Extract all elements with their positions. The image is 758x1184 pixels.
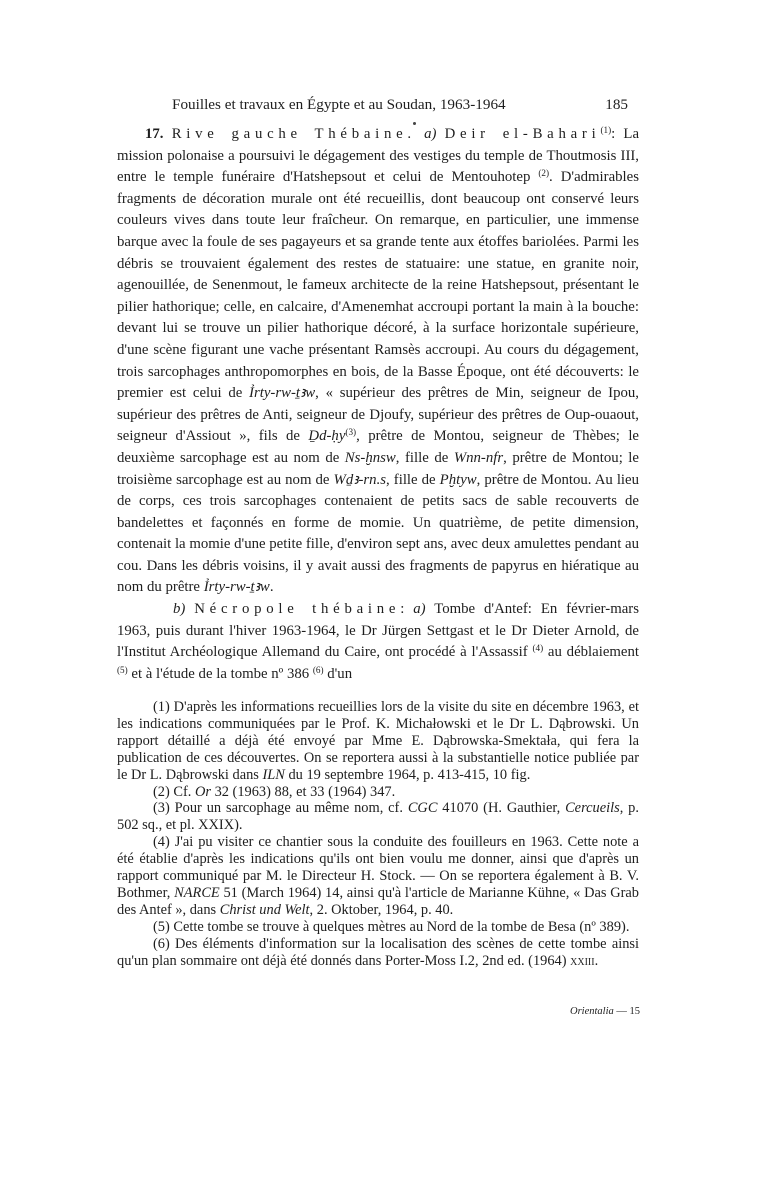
main-text — [117, 124, 639, 685]
footnote-text: , p. 502 sq., et pl. XXIX). — [117, 800, 639, 834]
subsection-heading-a: Deir el-Bahari — [444, 126, 601, 142]
body-text-run: . D'admirables fragments de décoration murale ont été recueillis, dont beaucoup ont conservé leurs couleurs vives dans toute leur fraîcheur. On remarque, en particulier, une immense barque avec la foule de ses pagayeurs et sa grande tente aux étoffes bariolées. Parmi les débris se trouvaient également des restes de statuaire: une statue, en granite noir, agenouillée, de Senenmout, le fameux architecte de la reine Hatshepsout, présentant le pilier hathorique; celle, en calcaire, d'Amenemhat accroupi portant la main à la bouche: devant lui se trouve un pilier hathorique décoré, à la surface horizontale supérieure, d'une scène figurant une vache présentant Ramsès accroupi. Au cours du dégagement, trois sarcophages anthropomorphes en bois, de la Basse Époque, ont été découverts: le premier est celui de — [117, 169, 639, 402]
footnote-mark: (5) — [153, 918, 170, 935]
footnote-ref-5: (5) — [117, 664, 128, 675]
footnote-text: du 19 septembre 1964, p. 413-415, 10 fig. — [284, 766, 531, 783]
journal-abbrev: CGC — [407, 800, 438, 817]
footer-separator: — — [613, 1006, 630, 1017]
egyptian-name: Ḏd-ḥy — [308, 428, 346, 445]
body-text-run: , prêtre de Montou. Au lieu de corps, ces trois sarcophages contenaient de petits sacs de sable recouverts de bandelettes et façonnés en forme de momie. Un quatrième, de petite dimension, contenait la momie d'une petite fille, d'environ sept ans, avec deux amulettes pendant au cou. Dans les débris voisins, il y avait aussi des fragments de papyrus en hiératique au nom du prêtre — [117, 471, 640, 596]
footnote-ref-2: (2) — [538, 168, 550, 179]
body-text-run: au déblaiement — [543, 644, 639, 661]
footnotes — [117, 699, 639, 970]
body-text-run: et à l'étude de la tombe nº 386 — [127, 665, 313, 682]
footnote-text: 32 (1963) 88, et 33 (1964) 347. — [210, 783, 396, 800]
roman-numeral: xxiii — [570, 952, 595, 969]
work-title: Christ und Welt — [219, 901, 310, 918]
section-number: 17. — [145, 126, 164, 142]
body-text-run: Tombe d'Antef: En février-mars 1963, puis durant l'hiver 1963-1964, le Dr Jürgen Settgast et le Dr Dieter Arnold, de l'Institut Archéologique Allemand du Caire, ont procédé à l'Assassif — [117, 601, 639, 661]
paragraph-17b — [117, 599, 639, 685]
footnote-mark: (1) — [153, 699, 170, 715]
egyptian-name: Ỉrty-rw-ṯꜣw — [203, 579, 270, 596]
signature-number: 15 — [629, 1006, 640, 1017]
page-number: 185 — [605, 96, 628, 113]
footnote-mark: (3) — [153, 800, 170, 817]
body-text-run: , prêtre de Montou; le troisième sarcophage est au nom de — [117, 449, 639, 488]
subsection-heading-b: Nécropole thébaine — [194, 601, 401, 618]
footnote-text: Cf. — [169, 783, 195, 800]
body-text-run: : La mission polonaise a poursuivi le dégagement des vestiges du temple de Thoutmosis III, entre le temple funéraire d'Hatshepsout et celui de Mentouhotep — [117, 126, 640, 186]
footnote-1 — [117, 699, 639, 784]
body-text-run: : — [400, 601, 414, 618]
footnote-ref-1: (1) — [600, 124, 612, 135]
running-header — [172, 96, 628, 116]
footnote-text: . — [594, 952, 599, 969]
body-text-run: . — [269, 579, 274, 596]
footnote-mark: (6) — [153, 935, 170, 952]
egyptian-name: Ỉrty-rw-ṯꜣw — [249, 385, 316, 402]
footnote-2 — [117, 784, 639, 801]
work-title: Cercueils — [565, 800, 620, 817]
footnote-4 — [117, 834, 639, 919]
journal-name: Orientalia — [570, 1006, 614, 1017]
signature-footer — [570, 1006, 640, 1017]
egyptian-name: Pḫtyw — [439, 471, 477, 488]
item-label-a: a) — [413, 601, 426, 618]
footnote-text: Des éléments d'information sur la localisation des scènes de cette tombe ainsi qu'un plan sommaire ont déjà été donnés dans Porter-Moss I.2, 2nd ed. (1964) — [117, 935, 639, 969]
subsection-label-a: a) — [424, 126, 437, 142]
footnote-ref-3: (3) — [345, 427, 357, 438]
footnote-text: D'après les informations recueillies lors de la visite du site en décembre 1963, et les indications communiquées par le Prof. K. Michałowski et le Dr L. Dąbrowski. Un rapport détaillé a déjà été envoyé par Mme E. Dąbrowska-Smektała, qui fera la publication de ces découvertes. On se reportera aussi à la substantielle notice publiée par le Dr L. Dąbrowski dans — [117, 699, 639, 783]
footnote-text: 41070 (H. Gauthier, — [437, 800, 566, 817]
footnote-text: Cette tombe se trouve à quelques mètres au Nord de la tombe de Besa (nº 389). — [169, 918, 630, 935]
body-text-run: , fille de — [386, 471, 440, 488]
subsection-label-b: b) — [173, 601, 186, 618]
journal-abbrev: ILN — [262, 766, 285, 783]
body-text-run: , prêtre de Montou, seigneur de Thèbes; le deuxième sarcophage est au nom de — [117, 428, 639, 466]
footnote-5 — [117, 919, 639, 936]
paragraph-17 — [117, 124, 639, 599]
footnote-text: 51 (March 1964) 14, ainsi qu'à l'article de Marianne Kühne, « Das Grab des Antef », dans — [117, 884, 639, 918]
footnote-text: Pour un sarcophage au même nom, cf. — [169, 800, 408, 817]
footnote-mark: (2) — [153, 783, 170, 800]
footnote-3 — [117, 800, 639, 834]
body-text-run: , « supérieur des prêtres de Min, seigneur de Ipou, supérieur des prêtres de Anti, seigneur de Djoufy, supérieur des prêtres de Oup-ouaout, seigneur d'Assiout », fils de — [117, 385, 639, 445]
footnote-mark: (4) — [153, 834, 170, 851]
footnote-ref-6: (6) — [312, 664, 324, 675]
section-heading: Rive gauche Thébaine. — [171, 126, 416, 142]
egyptian-name: Ns-ḫnsw — [344, 449, 396, 466]
footnote-6 — [117, 936, 639, 970]
running-title: Fouilles et travaux en Égypte et au Soudan, 1963-1964 — [172, 96, 506, 113]
body-text-run: d'un — [323, 665, 353, 682]
footnote-text: J'ai pu visiter ce chantier sous la conduite des fouilleurs en 1963. Cette note a été établie d'après les indications qu'ils ont bien voulu me donner, ainsi que d'après un rapport communiqué par M. le Directeur H. Stock. — On se reportera également à B. V. Bothmer, — [117, 834, 639, 901]
egyptian-name: Wḏꜣ-rn.s — [333, 471, 387, 488]
footnote-ref-4: (4) — [532, 643, 544, 654]
footnote-text: , 2. Oktober, 1964, p. 40. — [309, 901, 454, 918]
journal-abbrev: NARCE — [174, 884, 220, 901]
egyptian-name: Wnn-nfr — [453, 449, 504, 466]
journal-abbrev: Or — [194, 783, 211, 800]
body-text-run: , fille de — [395, 449, 454, 466]
